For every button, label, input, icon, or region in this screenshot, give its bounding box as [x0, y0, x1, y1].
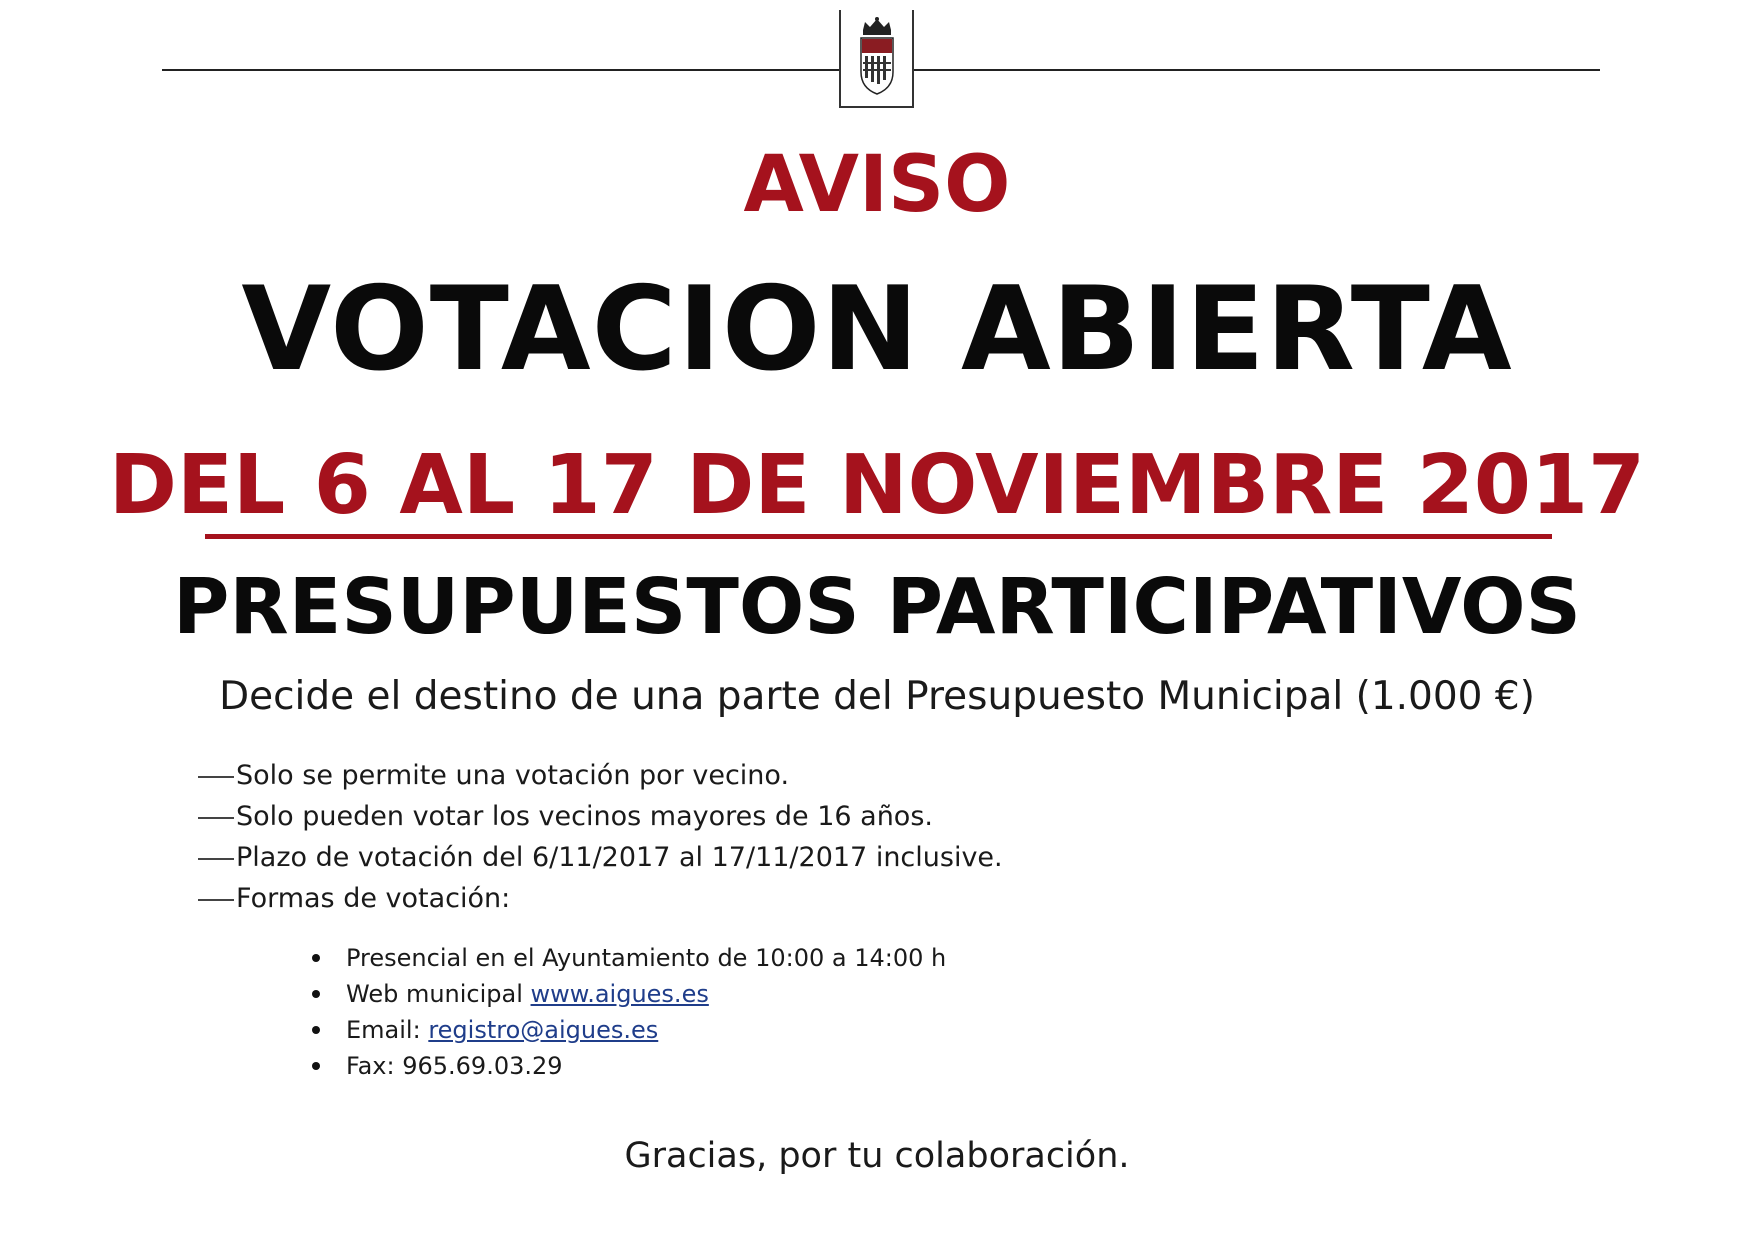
header-rule-left	[162, 69, 839, 71]
rule-item	[198, 796, 1003, 837]
dash-icon	[198, 817, 234, 819]
rule-text: Solo se permite una votación por vecino.	[236, 760, 790, 791]
header-rule-right	[914, 69, 1600, 71]
dash-icon	[198, 899, 234, 901]
method-web-label: Web municipal	[346, 980, 531, 1008]
dash-icon	[198, 776, 234, 778]
voting-methods-list	[308, 940, 946, 1084]
rule-text: Solo pueden votar los vecinos mayores de 16 años.	[236, 801, 933, 832]
method-presencial-text: Presencial en el Ayuntamiento de 10:00 a 14:00 h	[346, 944, 947, 972]
notice-label: AVISO	[743, 140, 1011, 230]
rule-item	[198, 878, 1003, 919]
program-description: Decide el destino de una parte del Presupuesto Municipal (1.000 €)	[219, 674, 1535, 719]
rule-item	[198, 755, 1003, 796]
web-link[interactable]: www.aigues.es	[530, 980, 709, 1008]
bullet-icon	[312, 1062, 320, 1070]
method-email-label: Email:	[346, 1016, 429, 1044]
bullet-icon	[312, 990, 320, 998]
method-fax-text: Fax: 965.69.03.29	[346, 1052, 563, 1080]
headline: VOTACION ABIERTA	[241, 262, 1513, 397]
method-web	[308, 976, 946, 1012]
method-fax	[308, 1048, 946, 1084]
dash-icon	[198, 858, 234, 860]
rule-item	[198, 837, 1003, 878]
rule-text: Plazo de votación del 6/11/2017 al 17/11/2017 inclusive.	[236, 842, 1003, 873]
program-title: PRESUPUESTOS PARTICIPATIVOS	[173, 563, 1581, 652]
bullet-icon	[312, 954, 320, 962]
bullet-icon	[312, 1026, 320, 1034]
rule-text: Formas de votación:	[236, 883, 511, 914]
method-presencial	[308, 940, 946, 976]
method-email	[308, 1012, 946, 1048]
closing-message: Gracias, por tu colaboración.	[624, 1136, 1130, 1176]
rules-list	[198, 755, 1003, 919]
crest-frame	[839, 10, 914, 108]
email-link[interactable]: registro@aigues.es	[428, 1016, 659, 1044]
coat-of-arms-icon	[857, 16, 897, 100]
voting-dates: DEL 6 AL 17 DE NOVIEMBRE 2017	[108, 438, 1646, 533]
dates-underline	[205, 534, 1552, 539]
